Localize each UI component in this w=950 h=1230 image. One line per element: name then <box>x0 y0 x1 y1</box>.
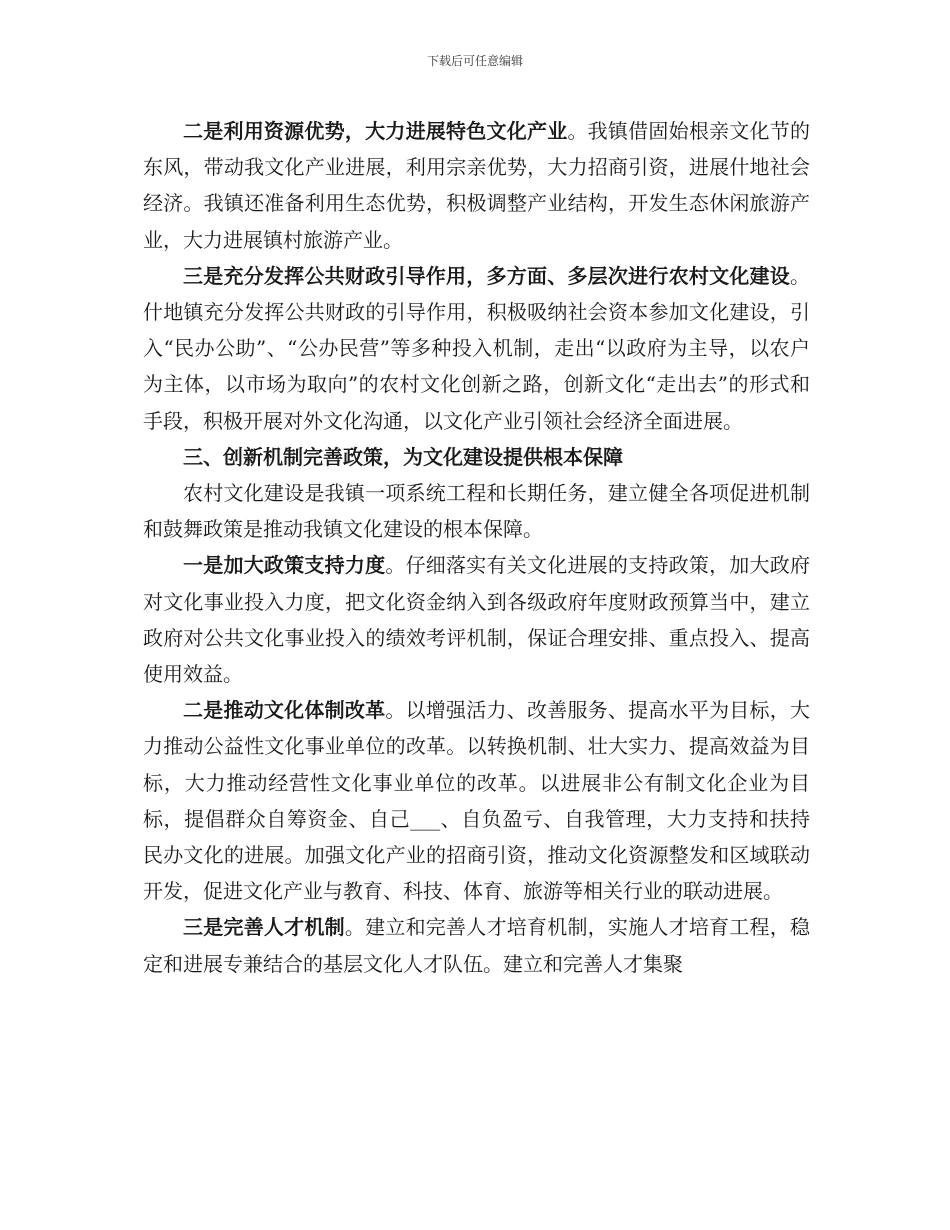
paragraph <box>143 258 810 439</box>
paragraph <box>143 113 810 258</box>
document-body <box>143 113 810 982</box>
page-header: 下载后可任意编辑 <box>426 54 523 68</box>
paragraph <box>143 909 810 981</box>
paragraph-text: 。以增强活力、改善服务、提高水平为目标，大力推动公益性文化事业单位的改革。以转换机制、壮大实力、提高效益为目标，大力推动经营性文化事业单位的改革。以进展非公有制文化企业为目标，提倡群众自筹资金、自己___、自负盈亏、自我管理，大力支持和扶持民办文化的进展。加强文化产业的招商引资，推动文化资源整发和区域联动开发，促进文化产业与教育、科技、体育、旅游等相关行业的联动进展。 <box>143 698 811 904</box>
paragraph-lead: 二是推动文化体制改革 <box>183 698 386 723</box>
paragraph-lead: 三是充分发挥公共财政引导作用，多方面、多层次进行农村文化建设 <box>183 263 790 288</box>
paragraph <box>143 692 810 909</box>
paragraph-text: 农村文化建设是我镇一项系统工程和长期任务，建立健全各项促进机制和鼓舞政策是推动我镇文化建设的根本保障。 <box>143 481 810 542</box>
paragraph <box>143 475 810 547</box>
paragraph-text: 。什地镇充分发挥公共财政的引导作用，积极吸纳社会资本参加文化建设，引入“民办公助”、“公办民营”等多种投入机制，走出“以政府为主导，以农户为主体，以市场为取向”的农村文化创新之路，创新文化“走出去”的形式和手段，积极开展对外文化沟通，以文化产业引领社会经济全面进展。 <box>143 263 810 433</box>
paragraph-lead: 二是利用资源优势，大力进展特色文化产业 <box>183 119 568 143</box>
paragraph-text: 。建立和完善人才培育机制，实施人才培育工程，稳定和进展专兼结合的基层文化人才队伍。建立和完善人才集聚 <box>143 915 811 976</box>
paragraph-text: 。我镇借固始根亲文化节的东风，带动我文化产业进展，利用宗亲优势，大力招商引资，进展什地社会经济。我镇还准备利用生态优势，积极调整产业结构，开发生态休闲旅游产业，大力进展镇村旅游产业。 <box>143 119 811 252</box>
paragraph <box>143 547 810 692</box>
paragraph-lead: 三是完善人才机制 <box>183 915 345 940</box>
paragraph-lead: 一是加大政策支持力度 <box>183 553 386 578</box>
paragraph-text: 。仔细落实有关文化进展的支持政策，加大政府对文化事业投入力度，把文化资金纳入到各级政府年度财政预算当中，建立政府对公共文化事业投入的绩效考评机制，保证合理安排、重点投入、提高使用效益。 <box>143 553 811 687</box>
section-heading: 三、创新机制完善政策，为文化建设提供根本保障 <box>183 444 623 469</box>
